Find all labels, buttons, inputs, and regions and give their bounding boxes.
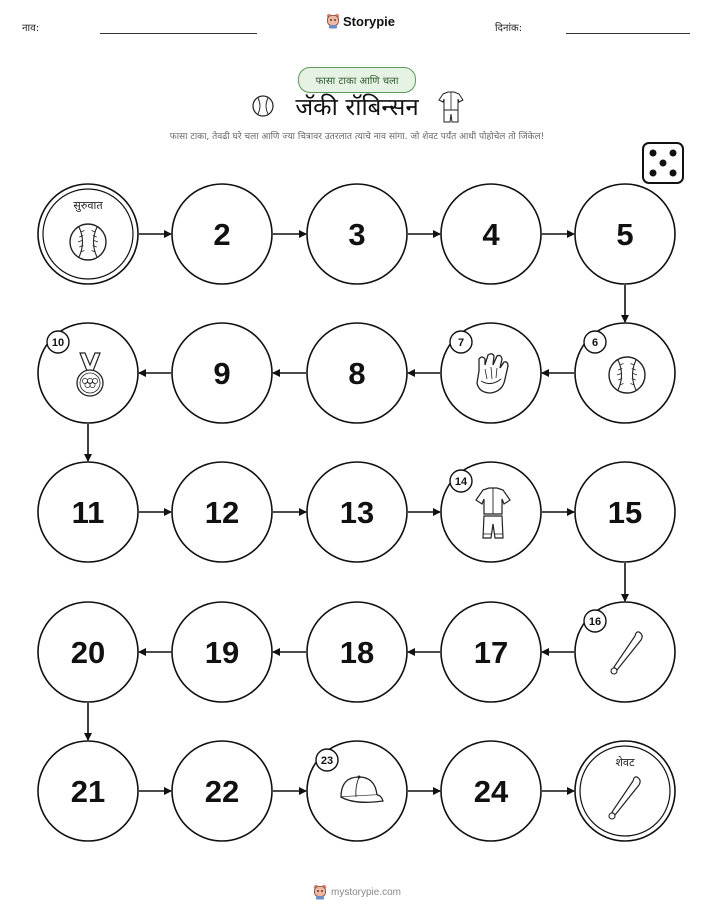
tile-number-badge: [47, 331, 69, 353]
tile-number: 17: [473, 635, 509, 670]
name-label: नाव:: [22, 23, 40, 34]
footer-bear-icon: [313, 884, 327, 900]
tile-number-badge: [450, 331, 472, 353]
tile-number: 3: [348, 217, 366, 252]
board-tile[interactable]: [307, 323, 407, 423]
board-tile[interactable]: [307, 184, 407, 284]
tile-number: 14: [454, 476, 468, 488]
end-label: शेवट: [615, 756, 635, 769]
brand-name: Storypie: [343, 13, 396, 29]
board-tile[interactable]: [575, 184, 675, 284]
board-tile[interactable]: [441, 323, 541, 423]
tiles: [38, 184, 675, 841]
game-type-badge: फासा टाका आणि चला: [298, 67, 416, 93]
board-tile[interactable]: [172, 602, 272, 702]
baseball-icon: [609, 357, 645, 393]
tile-number: 24: [473, 774, 509, 809]
board-tile[interactable]: [38, 323, 138, 423]
start-tile[interactable]: [38, 184, 138, 284]
tile-number-badge: [450, 470, 472, 492]
tile-number: 10: [51, 337, 65, 349]
board-tile[interactable]: [38, 462, 138, 562]
tile-number: 11: [71, 495, 105, 530]
tile-number: 12: [204, 495, 240, 530]
baseball-icon: [70, 224, 106, 260]
board-tile[interactable]: [575, 462, 675, 562]
tile-number-badge: [584, 610, 606, 632]
page-title: जॅकी रॉबिन्सन: [295, 93, 419, 121]
board-tile[interactable]: [441, 602, 541, 702]
tile-number: 21: [70, 774, 106, 809]
tile-number: 4: [482, 217, 500, 252]
tile-number-badge: [316, 749, 338, 771]
tile-number: 22: [204, 774, 240, 809]
title-baseball-icon: [253, 96, 273, 116]
board-tile[interactable]: [307, 462, 407, 562]
end-tile[interactable]: [575, 741, 675, 841]
tile-number: 7: [457, 337, 465, 349]
title-uniform-icon: [439, 92, 463, 122]
board-tile[interactable]: [38, 741, 138, 841]
board-tile[interactable]: [441, 462, 541, 562]
instructions-text: फासा टाका, तेवढी घरे चला आणि ज्या चित्रावर उतरलात त्याचे नाव सांगा. जो शेवट पर्यंत आधी पोहोचेल तो जिंकेल!: [169, 132, 545, 142]
tile-number: 13: [339, 495, 375, 530]
board-tile[interactable]: [575, 323, 675, 423]
date-label: दिनांक:: [495, 23, 523, 34]
tile-number: 8: [348, 356, 366, 391]
tile-number-badge: [584, 331, 606, 353]
tile-number: 20: [70, 635, 106, 670]
board-tile[interactable]: [38, 602, 138, 702]
board-tile[interactable]: [172, 323, 272, 423]
board-tile[interactable]: [575, 602, 675, 702]
board-tile[interactable]: [441, 184, 541, 284]
board-tile[interactable]: [441, 741, 541, 841]
footer: [0, 884, 714, 900]
tile-number: 5: [616, 217, 634, 252]
start-label: सुरुवात: [73, 199, 103, 212]
tile-number: 19: [204, 635, 240, 670]
board-tile[interactable]: [172, 741, 272, 841]
board-tile[interactable]: [172, 184, 272, 284]
tile-number: 16: [588, 616, 602, 628]
tile-number: 9: [213, 356, 231, 391]
tile-number: 2: [213, 217, 231, 252]
tile-number: 6: [591, 337, 599, 349]
dice-icon: [643, 143, 683, 183]
board-tile[interactable]: [307, 602, 407, 702]
tile-number: 15: [607, 495, 643, 530]
board-tile[interactable]: [172, 462, 272, 562]
tile-number: 18: [339, 635, 375, 670]
board-tile[interactable]: [307, 741, 407, 841]
footer-site: mystorypie.com: [330, 886, 401, 898]
tile-number: 23: [320, 755, 334, 767]
